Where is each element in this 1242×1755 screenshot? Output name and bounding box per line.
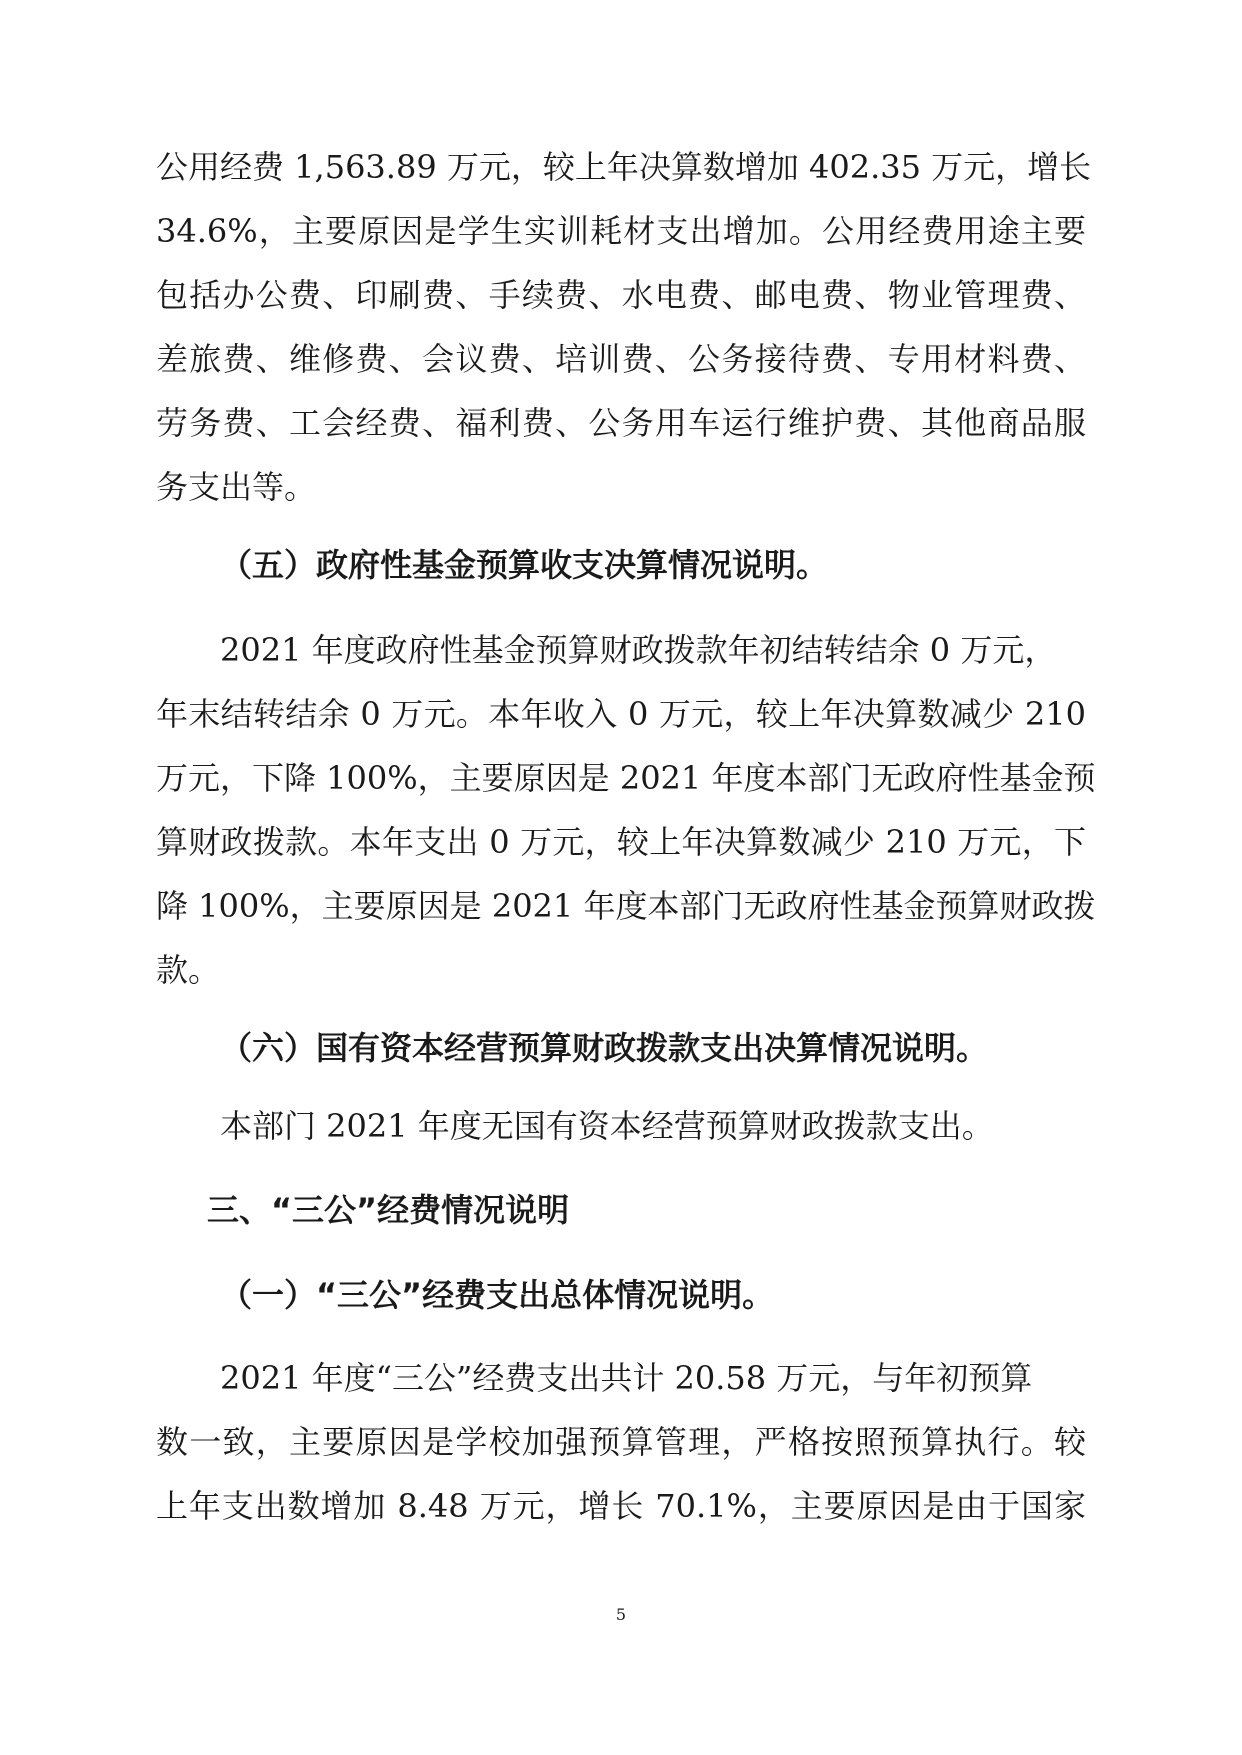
paragraph-line: 年末结转结余 0 万元。本年收入 0 万元，较上年决算数减少 210 [156,695,1086,733]
paragraph-line: 算财政拨款。本年支出 0 万元，较上年决算数减少 210 万元，下 [156,823,1086,861]
paragraph-line: 34.6%，主要原因是学生实训耗材支出增加。公用经费用途主要 [156,212,1086,250]
section-heading: （六）国有资本经营预算财政拨款支出决算情况说明。 [220,1029,989,1067]
paragraph-line: 差旅费、维修费、会议费、培训费、公务接待费、专用材料费、 [156,340,1086,378]
paragraph-line: 本部门 2021 年度无国有资本经营预算财政拨款支出。 [220,1107,994,1145]
section-heading: （一）“三公”经费支出总体情况说明。 [220,1276,775,1314]
paragraph-line: 包括办公费、印刷费、手续费、水电费、邮电费、物业管理费、 [156,276,1086,314]
paragraph-line: 公用经费 1,563.89 万元，较上年决算数增加 402.35 万元，增长 [156,148,1092,186]
paragraph-line: 上年支出数增加 8.48 万元，增长 70.1%，主要原因是由于国家 [156,1487,1086,1525]
page-number: 5 [615,1605,627,1624]
section-heading: （五）政府性基金预算收支决算情况说明。 [220,546,829,584]
paragraph-line: 务支出等。 [156,468,317,506]
paragraph-line: 劳务费、工会经费、福利费、公务用车运行维护费、其他商品服 [156,404,1086,442]
paragraph-line: 款。 [156,951,221,989]
paragraph-line: 2021 年度政府性基金预算财政拨款年初结转结余 0 万元， [220,631,1057,669]
paragraph-line: 万元，下降 100%，主要原因是 2021 年度本部门无政府性基金预 [156,759,1096,797]
paragraph-line: 降 100%，主要原因是 2021 年度本部门无政府性基金预算财政拨 [156,887,1096,925]
chapter-heading: 三、“三公”经费情况说明 [207,1191,570,1229]
paragraph-line: 2021 年度“三公”经费支出共计 20.58 万元，与年初预算 [220,1359,1033,1397]
paragraph-line: 数一致，主要原因是学校加强预算管理，严格按照预算执行。较 [156,1423,1086,1461]
